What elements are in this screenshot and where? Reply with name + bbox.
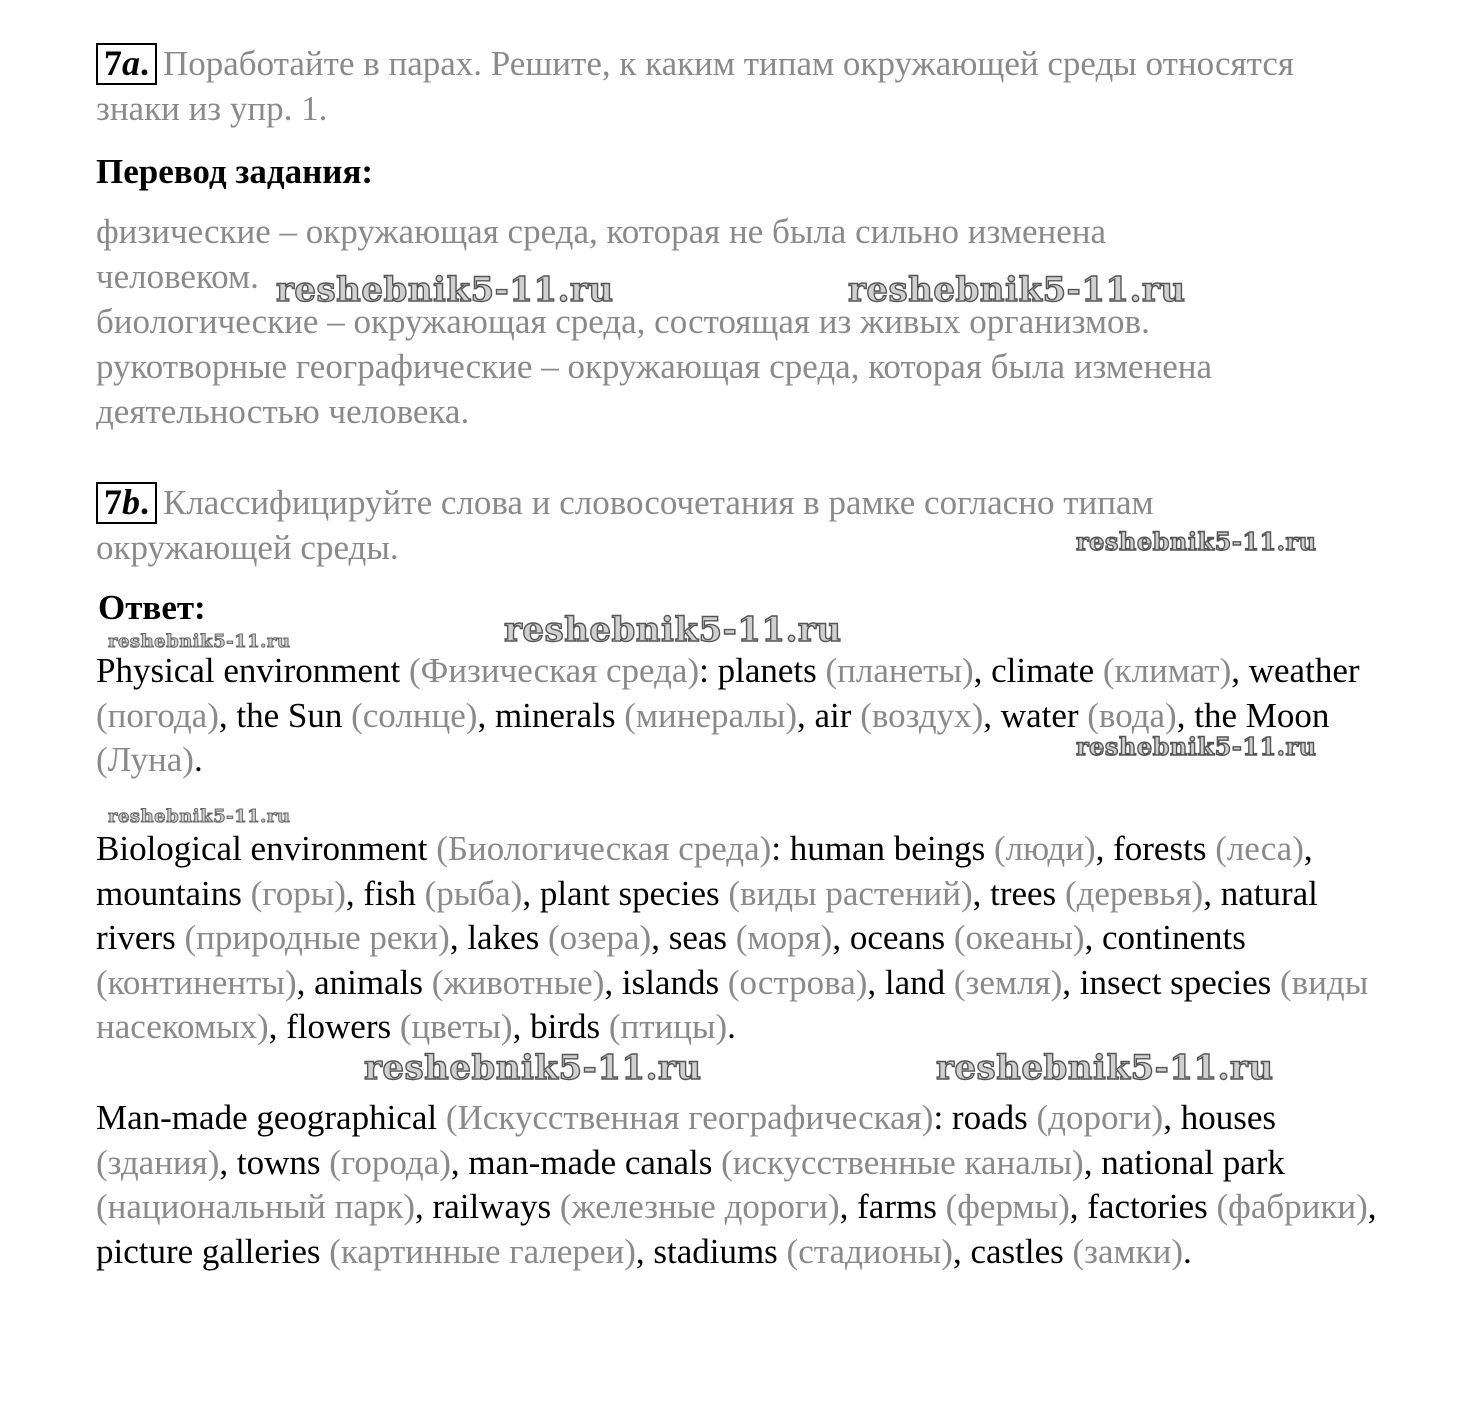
answer-man-made: Man-made geographical (Искусственная географическая): roads (дороги), houses (здания), towns (города), man-made canals (искусственные каналы), national park (национальный парк), railways (железные дороги), farms (фермы), factories (фабрики), picture galleries (картинные галереи), stadiums (стадионы), castles (замки). xyxy=(96,1098,1377,1271)
task-7a xyxy=(96,42,1386,131)
list-item-translation: (железные дороги) xyxy=(559,1187,840,1226)
list-item-translation: (цветы) xyxy=(399,1007,513,1046)
list-item-translation: (здания) xyxy=(96,1142,220,1182)
list-item-translation: (природные реки) xyxy=(184,918,450,957)
list-item-translation: (картинные галереи) xyxy=(329,1231,636,1271)
list-item-translation: (континенты) xyxy=(96,962,297,1002)
list-item: picture galleries xyxy=(96,1231,321,1271)
watermark: reshebnik5-11.ru xyxy=(108,631,291,652)
list-item-translation: (горы) xyxy=(250,873,346,913)
watermark: reshebnik5-11.ru xyxy=(364,1048,702,1088)
list-item: the Moon xyxy=(1194,695,1330,735)
list-item-translation: (искусственные каналы) xyxy=(721,1142,1084,1182)
list-item: weather xyxy=(1248,651,1360,690)
list-item-translation: (виды растений) xyxy=(728,873,973,913)
list-item: plant species xyxy=(539,873,720,913)
list-item-translation: (животные) xyxy=(431,962,605,1002)
list-item: houses xyxy=(1180,1098,1276,1137)
list-item-translation: (воздух) xyxy=(860,695,984,735)
list-item: farms xyxy=(857,1187,937,1226)
biological-title-en: Biological environment xyxy=(96,829,428,868)
task-7b xyxy=(96,481,1326,570)
translation-heading: Перевод задания: xyxy=(96,152,374,191)
physical-title-ru: (Физическая среда) xyxy=(409,651,700,690)
list-item: fish xyxy=(363,873,416,913)
list-item: planets xyxy=(717,651,817,690)
watermark: reshebnik5-11.ru xyxy=(848,270,1186,310)
list-item: minerals xyxy=(494,695,616,735)
list-item: insect species xyxy=(1079,962,1272,1002)
list-item: land xyxy=(884,962,946,1002)
list-item: forests xyxy=(1113,829,1207,868)
list-item-translation: (Луна) xyxy=(96,740,194,779)
list-item-translation: (земля) xyxy=(953,962,1063,1002)
list-item-translation: (дороги) xyxy=(1036,1098,1164,1137)
translation-line-physical: физические – окружающая среда, которая не была сильно изменена человеком. xyxy=(96,212,1107,296)
list-item: man-made canals xyxy=(468,1142,713,1182)
list-item-translation: (минералы) xyxy=(624,695,798,735)
list-item: climate xyxy=(991,651,1095,690)
list-item: the Sun xyxy=(236,695,343,735)
list-item-translation: (острова) xyxy=(727,962,868,1002)
list-item: castles xyxy=(970,1231,1064,1271)
list-item-translation: (национальный парк) xyxy=(96,1187,416,1226)
list-item-translation: (планеты) xyxy=(825,651,974,690)
list-item-translation: (города) xyxy=(329,1142,451,1182)
list-item: trees xyxy=(990,873,1057,913)
watermark: reshebnik5-11.ru xyxy=(936,1048,1274,1088)
list-item-translation: (фабрики) xyxy=(1216,1187,1368,1226)
watermark: reshebnik5-11.ru xyxy=(504,610,842,650)
list-item: factories xyxy=(1087,1187,1208,1226)
list-item: birds xyxy=(530,1007,601,1046)
answer-biological: Biological environment (Биологическая среда): human beings (люди), forests (леса), mountains (горы), fish (рыба), plant species (виды растений), trees (деревья), natural rivers (природные реки), lakes (озера), seas (моря), oceans (океаны), continents (континенты), animals (животные), islands (острова), land (земля), insect species (виды насекомых), flowers (цветы), birds (птицы). xyxy=(96,829,1369,1046)
list-item-translation: (замки) xyxy=(1072,1231,1184,1271)
list-item: roads xyxy=(951,1098,1028,1137)
list-item: natural rivers xyxy=(96,873,1318,957)
list-item-translation: (птицы) xyxy=(608,1007,728,1046)
list-item: flowers xyxy=(286,1007,392,1046)
physical-title-en: Physical environment xyxy=(96,651,401,690)
list-item: lakes xyxy=(467,918,540,957)
list-item-translation: (люди) xyxy=(993,829,1096,868)
list-item-translation: (озера) xyxy=(548,918,652,957)
answer-physical: Physical environment (Физическая среда): planets (планеты), climate (климат), weather (погода), the Sun (солнце), minerals (минералы), air (воздух), water (вода), the Moon (Луна). xyxy=(96,651,1360,779)
list-item-translation: (океаны) xyxy=(953,918,1085,957)
task-7a-number-box: 7a. xyxy=(96,43,157,85)
list-item: oceans xyxy=(849,918,946,957)
list-item: railways xyxy=(432,1187,552,1226)
task-7b-number-box: 7b. xyxy=(96,482,157,524)
answer-heading: Ответ: xyxy=(98,588,206,627)
list-item-translation: (вода) xyxy=(1087,695,1177,735)
list-item-translation: (моря) xyxy=(735,918,833,957)
watermark: reshebnik5-11.ru xyxy=(1076,527,1317,556)
list-item: human beings xyxy=(789,829,986,868)
watermark: reshebnik5-11.ru xyxy=(1076,732,1317,761)
list-item-translation: (рыба) xyxy=(424,873,523,913)
list-item: continents xyxy=(1102,918,1246,957)
list-item-translation: (леса) xyxy=(1215,829,1304,868)
list-item: islands xyxy=(621,962,720,1002)
list-item: mountains xyxy=(96,873,242,913)
translation-line-biological: биологические – окружающая среда, состоящая из живых организмов. xyxy=(96,302,1150,341)
manmade-title-en: Man-made geographical xyxy=(96,1098,438,1137)
task-7b-instruction: Классифицируйте слова и словосочетания в рамке согласно типам окружающей среды. xyxy=(96,483,1154,567)
biological-title-ru: (Биологическая среда) xyxy=(436,829,772,868)
list-item: seas xyxy=(668,918,728,957)
watermark: reshebnik5-11.ru xyxy=(276,270,614,310)
task-7a-instruction: Поработайте в парах. Решите, к каким типам окружающей среды относятся знаки из упр. 1. xyxy=(96,44,1294,128)
list-item-translation: (солнце) xyxy=(351,695,478,735)
list-item: water xyxy=(1000,695,1079,735)
list-item-translation: (погода) xyxy=(96,695,219,735)
list-item: animals xyxy=(314,962,423,1002)
list-item: towns xyxy=(236,1142,321,1182)
list-item-translation: (стадионы) xyxy=(786,1231,953,1271)
translation-line-manmade: рукотворные географические – окружающая среда, которая была изменена деятельностью человека. xyxy=(96,347,1213,431)
list-item-translation: (климат) xyxy=(1102,651,1232,690)
watermark: reshebnik5-11.ru xyxy=(108,806,291,827)
list-item-translation: (виды насекомых) xyxy=(96,962,1369,1046)
list-item: stadiums xyxy=(653,1231,778,1271)
list-item-translation: (деревья) xyxy=(1064,873,1204,913)
manmade-title-ru: (Искусственная географическая) xyxy=(445,1098,934,1137)
list-item: air xyxy=(814,695,852,735)
list-item-translation: (фермы) xyxy=(945,1187,1070,1226)
list-item: national park xyxy=(1101,1142,1285,1182)
